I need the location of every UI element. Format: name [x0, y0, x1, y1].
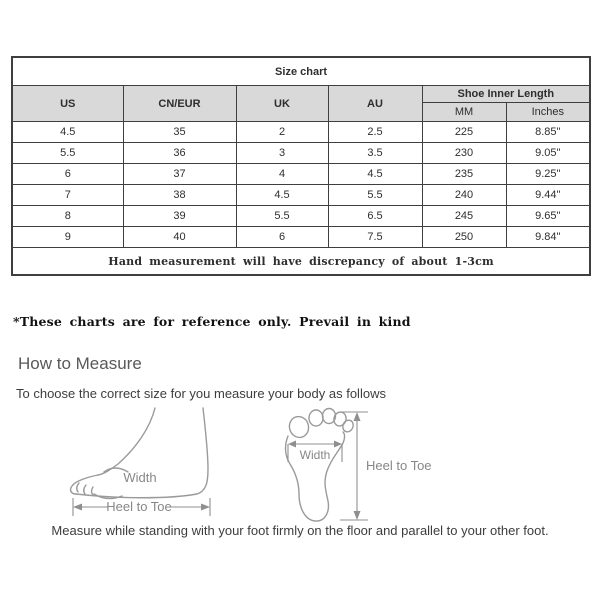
table-row	[12, 122, 590, 143]
table-title-row	[12, 57, 590, 86]
arrow-down-icon	[354, 511, 361, 520]
size-cell: 8	[12, 206, 123, 227]
col-header-au: AU	[328, 86, 422, 122]
size-cell: 9.65"	[506, 206, 590, 227]
size-cell: 5.5	[12, 143, 123, 164]
size-cell: 36	[123, 143, 236, 164]
table-row	[12, 164, 590, 185]
table-footnote-row	[12, 248, 590, 276]
size-cell: 8.85"	[506, 122, 590, 143]
size-cell: 3	[236, 143, 328, 164]
size-cell: 38	[123, 185, 236, 206]
reference-note: *These charts are for reference only. Prevail in kind	[13, 314, 411, 329]
table-row	[12, 206, 590, 227]
size-cell: 9.44"	[506, 185, 590, 206]
table-footnote: Hand measurement will have discrepancy of about 1-3cm	[12, 248, 590, 276]
size-cell: 225	[422, 122, 506, 143]
col-header-inner-length: Shoe Inner Length	[422, 86, 590, 103]
col-header-mm: MM	[422, 103, 506, 122]
arrow-left-icon	[73, 504, 82, 511]
size-cell: 4	[236, 164, 328, 185]
table-row	[12, 143, 590, 164]
size-cell: 2	[236, 122, 328, 143]
size-cell: 35	[123, 122, 236, 143]
top-width-label: Width	[299, 448, 331, 462]
size-cell: 5.5	[328, 185, 422, 206]
col-header-cneur: CN/EUR	[123, 86, 236, 122]
size-cell: 40	[123, 227, 236, 248]
size-chart-table	[11, 56, 591, 276]
size-cell: 9.05"	[506, 143, 590, 164]
size-cell: 7	[12, 185, 123, 206]
footprint-top-view-diagram	[278, 402, 438, 527]
how-to-measure-intro: To choose the correct size for you measure your body as follows	[16, 386, 386, 401]
size-cell: 9.25"	[506, 164, 590, 185]
size-cell: 6	[12, 164, 123, 185]
table-row	[12, 227, 590, 248]
size-cell: 230	[422, 143, 506, 164]
side-width-label: Width	[123, 470, 157, 485]
size-cell: 250	[422, 227, 506, 248]
size-cell: 6.5	[328, 206, 422, 227]
size-cell: 4.5	[328, 164, 422, 185]
size-cell: 9.84"	[506, 227, 590, 248]
size-cell: 4.5	[236, 185, 328, 206]
side-heel-to-toe-label: Heel to Toe	[106, 499, 172, 514]
size-cell: 235	[422, 164, 506, 185]
col-header-us: US	[12, 86, 123, 122]
col-header-inches: Inches	[506, 103, 590, 122]
size-cell: 39	[123, 206, 236, 227]
col-header-uk: UK	[236, 86, 328, 122]
size-cell: 3.5	[328, 143, 422, 164]
header-row	[12, 86, 590, 103]
size-cell: 7.5	[328, 227, 422, 248]
measure-instruction-note: Measure while standing with your foot firmly on the floor and parallel to your other foot.	[51, 523, 549, 538]
footprint-sketch	[286, 409, 356, 522]
size-cell: 240	[422, 185, 506, 206]
arrow-right-icon	[201, 504, 210, 511]
table-row	[12, 185, 590, 206]
heel-to-toe-measure-line	[340, 412, 368, 520]
top-heel-to-toe-label: Heel to Toe	[366, 458, 432, 473]
foot-side-view-diagram	[62, 406, 227, 524]
arrow-left-icon	[288, 441, 296, 448]
size-cell: 5.5	[236, 206, 328, 227]
size-cell: 6	[236, 227, 328, 248]
size-cell: 2.5	[328, 122, 422, 143]
size-cell: 37	[123, 164, 236, 185]
how-to-measure-heading: How to Measure	[18, 354, 142, 373]
size-cell: 245	[422, 206, 506, 227]
size-cell: 9	[12, 227, 123, 248]
arrow-up-icon	[354, 412, 361, 421]
size-cell: 4.5	[12, 122, 123, 143]
table-title: Size chart	[12, 57, 590, 86]
